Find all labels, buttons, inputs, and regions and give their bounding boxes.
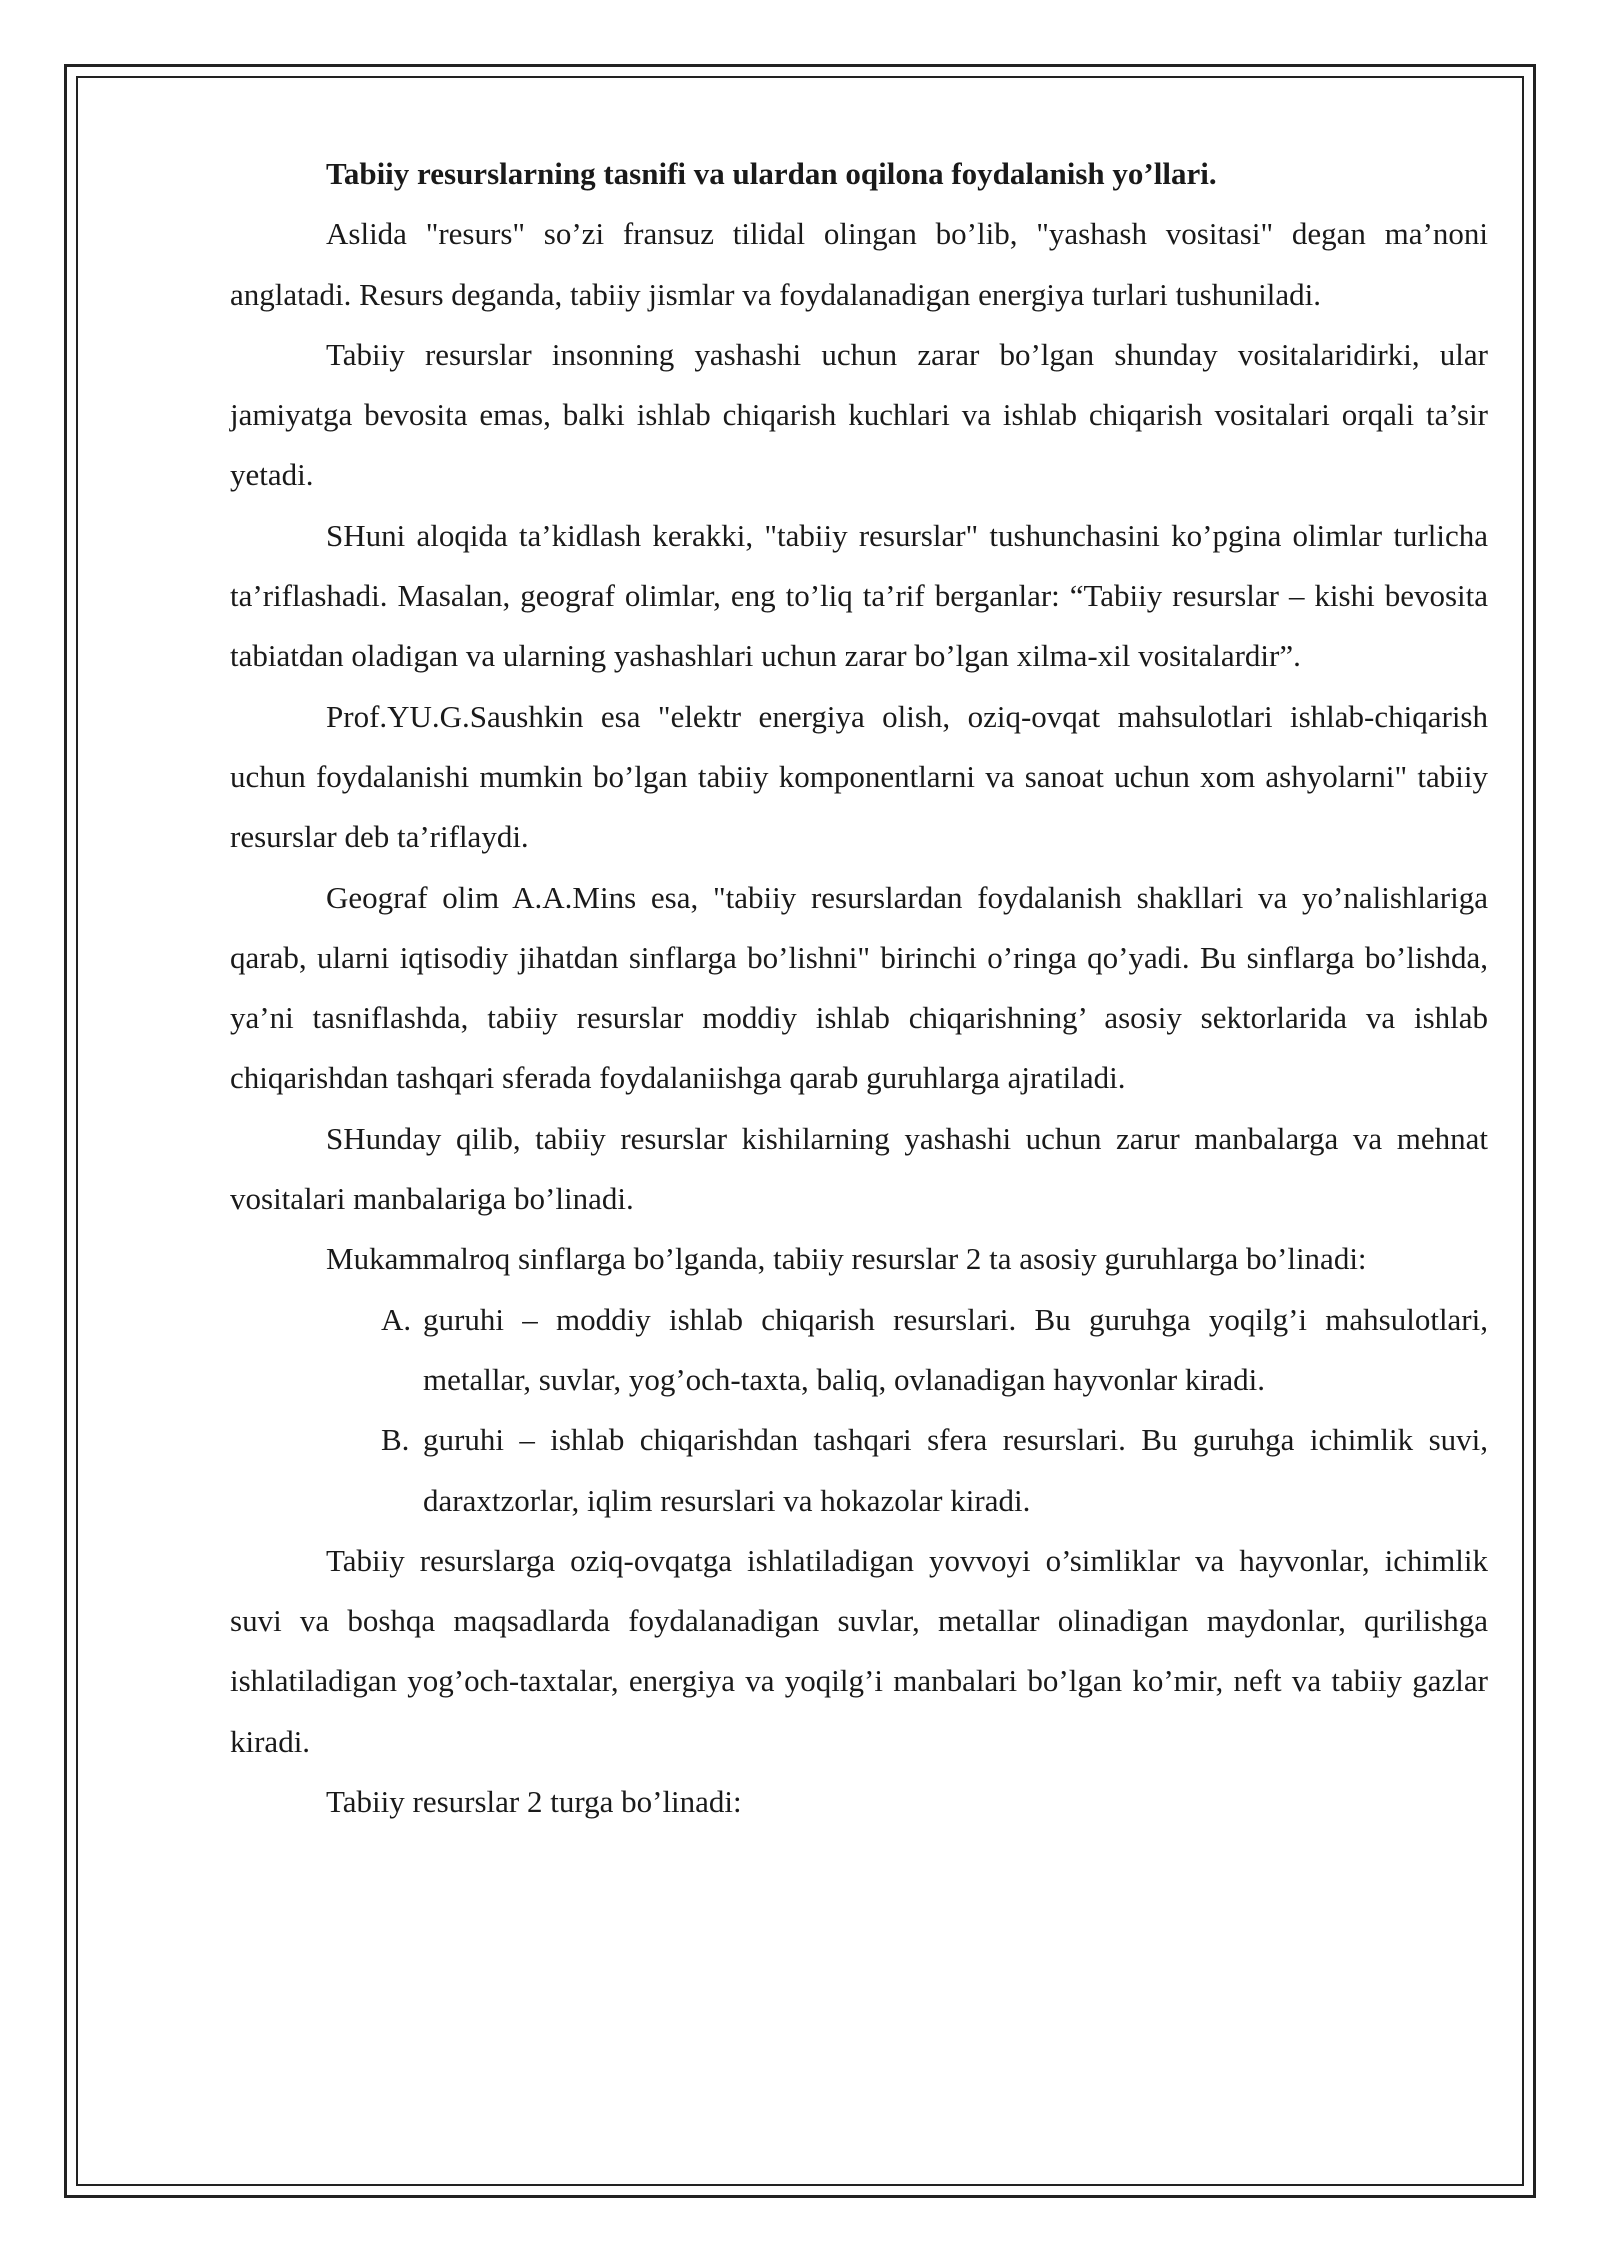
paragraph-mins-classification: Geograf olim A.A.Mins esa, "tabiiy resurslardan foydalanish shakllari va yo’nalishlariga qarab, ularni iqtisodiy jihatdan sinflarga bo’lishni" birinchi o’ringa qo’yadi. Bu sinflarga bo’lishda, ya’ni tasniflashda, tabiiy resurslar moddiy ishlab chiqarishning’ asosiy sektorlarida va ishlab chiqarishdan tashqari sferada foydalaniishga qarab guruhlarga ajratiladi.: [230, 879, 1488, 1096]
paragraph-geographers-definition: SHuni aloqida ta’kidlash kerakki, "tabiiy resurslar" tushunchasini ko’pgina olimlar turlicha ta’riflashadi. Masalan, geograf olimlar, eng to’liq ta’rif berganlar: “Tabiiy resurslar – kishi bevosita tabiatdan oladigan va ularning yashashlari uchun zarar bo’lgan xilma-xil vositalardir”.: [230, 517, 1488, 674]
paragraph-resources-influence: Tabiiy resurslar insonning yashashi uchun zarar bo’lgan shunday vositalaridirki, ular jamiyatga bevosita emas, balki ishlab chiqarish kuchlari va ishlab chiqarish vositalari orqali ta’sir yetadi.: [230, 336, 1488, 493]
document-title: Tabiiy resurslarning tasnifi va ulardan oqilona foydalanish yo’llari.: [326, 156, 1217, 191]
paragraph-summary: SHunday qilib, tabiiy resurslar kishilarning yashashi uchun zarur manbalarga va mehnat vositalari manbalariga bo’linadi.: [230, 1120, 1488, 1217]
list-marker: A.: [381, 1301, 412, 1337]
list-item-text: guruhi – ishlab chiqarishdan tashqari sfera resurslari. Bu guruhga ichimlik suvi, daraxtzorlar, iqlim resurslari va hokazolar kiradi.: [423, 1422, 1488, 1518]
paragraph-resource-examples: Tabiiy resurslarga oziq-ovqatga ishlatiladigan yovvoyi o’simliklar va hayvonlar, ichimlik suvi va boshqa maqsadlarda foydalanadigan suvlar, metallar olinadigan maydonlar, qurilishga ishlatiladigan yog’och-taxtalar, energiya va yoqilg’i manbalari bo’lgan ko’mir, neft va tabiiy gazlar kiradi.: [230, 1542, 1488, 1759]
list-item: [381, 1290, 1488, 1411]
paragraph-resurs-definition: Aslida "resurs" so’zi fransuz tilidal olingan bo’lib, "yashash vositasi" degan ma’noni anglatadi. Resurs deganda, tabiiy jismlar va foydalanadigan energiya turlari tushuniladi.: [230, 216, 1488, 312]
resource-groups-list: [230, 1290, 1488, 1531]
paragraph-saushkin-definition: Prof.YU.G.Saushkin esa "elektr energiya olish, oziq-ovqat mahsulotlari ishlab-chiqarish uchun foydalanishi mumkin bo’lgan tabiiy komponentlarni va sanoat uchun xom ashyolarni" tabiiy resurslar deb ta’riflaydi.: [230, 698, 1488, 855]
paragraph-two-types-intro: Tabiiy resurslar 2 turga bo’linadi:: [326, 1784, 742, 1820]
list-marker: B.: [381, 1422, 410, 1458]
list-item: [381, 1410, 1488, 1531]
document-body: [230, 144, 1488, 1832]
list-item-text: guruhi – moddiy ishlab chiqarish resurslari. Bu guruhga yoqilg’i mahsulotlari, metallar, suvlar, yog’och-taxta, baliq, ovlanadigan hayvonlar kiradi.: [423, 1301, 1488, 1397]
paragraph-two-groups-intro: Mukammalroq sinflarga bo’lganda, tabiiy resurslar 2 ta asosiy guruhlarga bo’linadi:: [326, 1241, 1367, 1277]
